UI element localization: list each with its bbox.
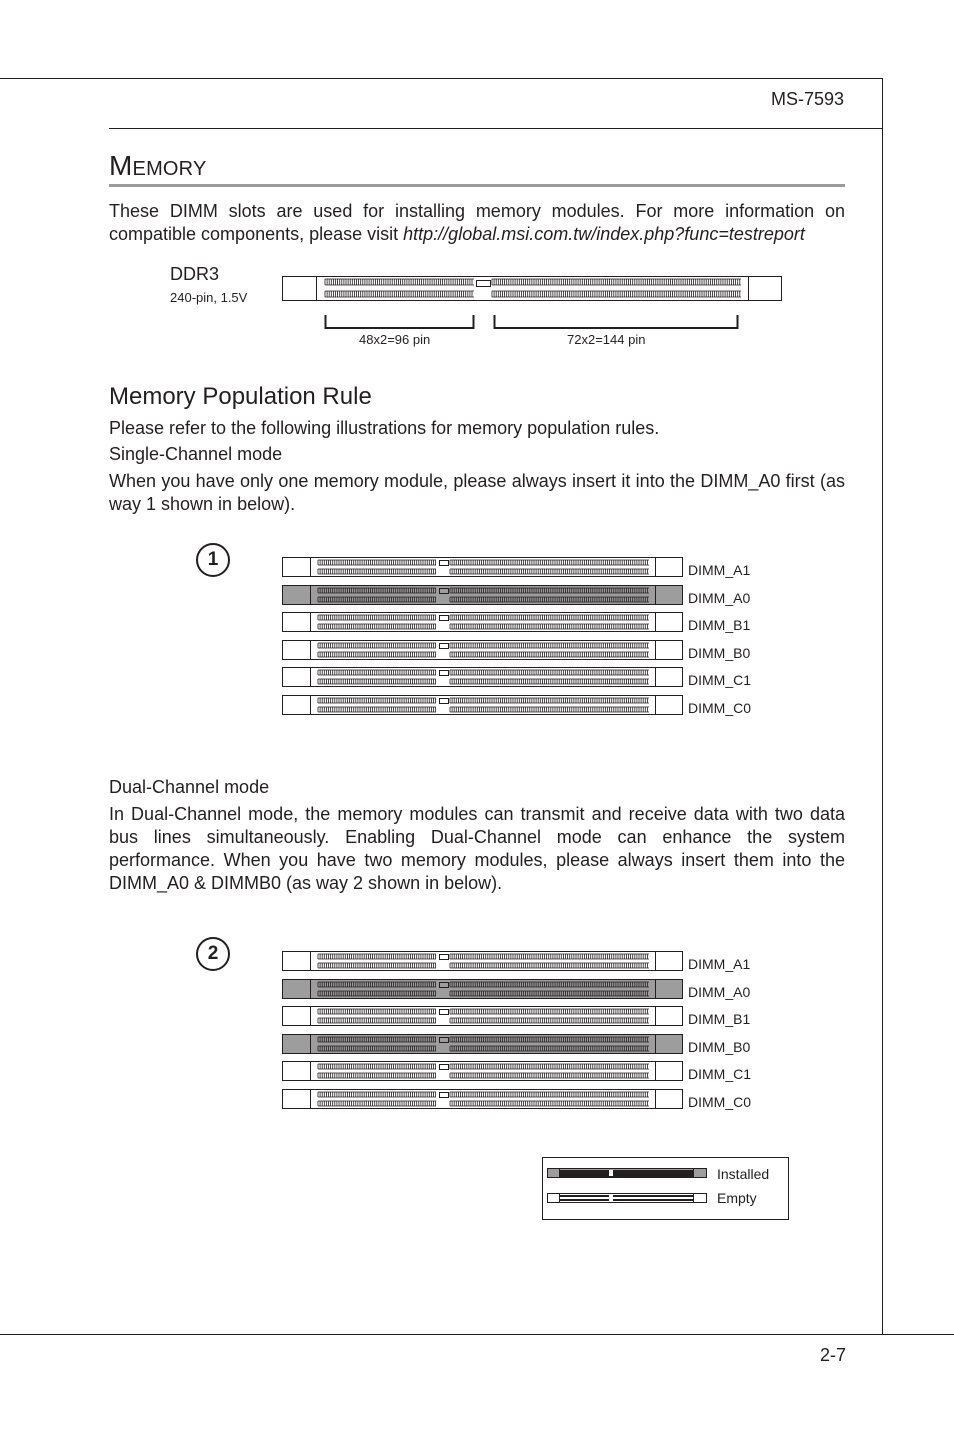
dual-channel-text: In Dual-Channel mode, the memory modules can transmit and receive data with two data bus lines simultaneously. Enabling Dual-Channel mode can enhance the system performance. When you have two memory modules, please always insert them into the DIMM_A0 & DIMMB0 (as way 2 shown in below). bbox=[109, 804, 845, 893]
way-1-badge: 1 bbox=[196, 543, 230, 577]
legend-empty-swatch bbox=[548, 1193, 707, 1203]
way-2-badge: 2 bbox=[196, 937, 230, 971]
single-slot-label-dimm_a0: DIMM_A0 bbox=[688, 590, 751, 606]
single-slot-label-dimm_c1: DIMM_C1 bbox=[688, 672, 752, 688]
ddr3-spec: 240-pin, 1.5V bbox=[170, 290, 248, 305]
page-number: 2-7 bbox=[819, 1345, 846, 1365]
population-rule-intro: Please refer to the following illustrations for memory population rules. bbox=[109, 418, 660, 438]
swatch-band bbox=[559, 1170, 693, 1177]
dual-slot-label-dimm_b0: DIMM_B0 bbox=[688, 1039, 751, 1055]
intro-text: These DIMM slots are used for installing memory modules. For more information on compatible components, please visit bbox=[109, 201, 845, 244]
swatch-key-notch bbox=[609, 1195, 613, 1201]
swatch-outline bbox=[548, 1194, 707, 1203]
swatch-key-notch bbox=[609, 1170, 613, 1176]
model-number: MS-7593 bbox=[770, 89, 844, 109]
legend-empty-label: Empty bbox=[717, 1190, 757, 1206]
dual-channel-title: Dual-Channel mode bbox=[109, 777, 270, 797]
dual-slot-label-dimm_c1: DIMM_C1 bbox=[688, 1066, 752, 1082]
dual-slot-label-dimm_a1: DIMM_A1 bbox=[688, 956, 751, 972]
single-channel-title: Single-Channel mode bbox=[109, 444, 283, 464]
single-slot-label-dimm_c0: DIMM_C0 bbox=[688, 700, 752, 716]
right-pin-count-label: 72x2=144 pin bbox=[567, 332, 646, 347]
dual-slot-label-dimm_a0: DIMM_A0 bbox=[688, 984, 751, 1000]
legend-installed-label: Installed bbox=[717, 1166, 770, 1182]
section-title: Memory bbox=[109, 150, 207, 181]
dual-slot-label-dimm_b1: DIMM_B1 bbox=[688, 1011, 751, 1027]
legend-installed-swatch bbox=[548, 1168, 707, 1178]
msi-testreport-link[interactable]: http://global.msi.com.tw/index.php?func=testreport bbox=[403, 224, 805, 244]
single-channel-text: When you have only one memory module, please always insert it into the DIMM_A0 first (as way 1 shown in below). bbox=[109, 471, 845, 514]
population-rule-title: Memory Population Rule bbox=[109, 383, 372, 410]
single-slot-label-dimm_b1: DIMM_B1 bbox=[688, 617, 751, 633]
ddr3-label: DDR3 bbox=[170, 264, 220, 284]
dual-slot-label-dimm_c0: DIMM_C0 bbox=[688, 1094, 752, 1110]
swatch-band-lower bbox=[559, 1199, 693, 1201]
left-pin-count-label: 48x2=96 pin bbox=[359, 332, 431, 347]
swatch-band bbox=[559, 1195, 693, 1197]
single-slot-label-dimm_b0: DIMM_B0 bbox=[688, 645, 751, 661]
single-slot-label-dimm_a1: DIMM_A1 bbox=[688, 562, 751, 578]
